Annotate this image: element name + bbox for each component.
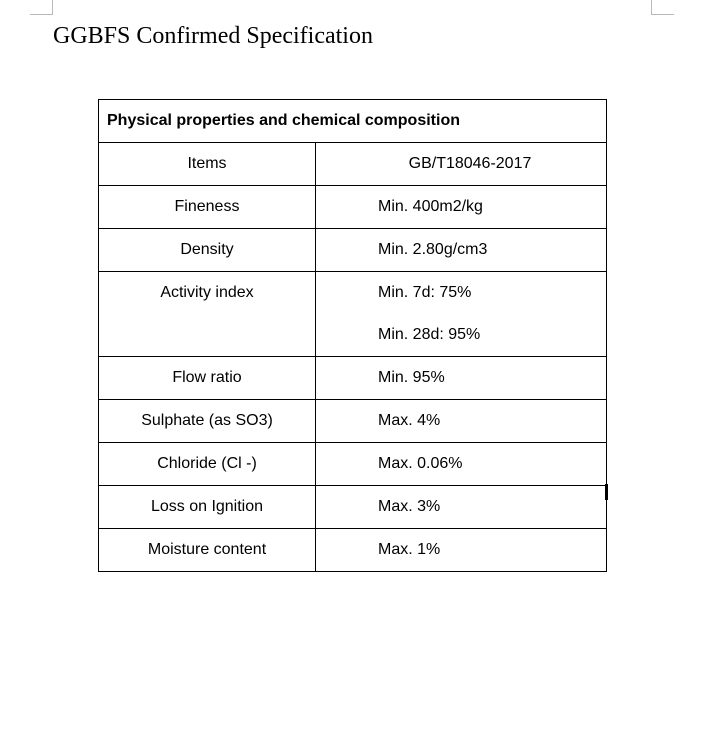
page-corner-mark-right bbox=[651, 0, 674, 15]
row-value-activity-index bbox=[316, 272, 607, 357]
specification-table bbox=[98, 99, 607, 572]
row-item-loss-on-ignition: Loss on Ignition bbox=[99, 486, 316, 529]
row-value-fineness: Min. 400m2/kg bbox=[316, 186, 607, 229]
column-header-standard: GB/T18046-2017 bbox=[316, 143, 607, 186]
row-item-activity-index bbox=[99, 272, 316, 357]
table-row bbox=[99, 400, 607, 443]
table-row bbox=[99, 443, 607, 486]
row-item-flow-ratio: Flow ratio bbox=[99, 357, 316, 400]
table-row bbox=[99, 186, 607, 229]
table-row bbox=[99, 529, 607, 572]
row-value-flow-ratio: Min. 95% bbox=[316, 357, 607, 400]
table-row bbox=[99, 486, 607, 529]
row-value-density: Min. 2.80g/cm3 bbox=[316, 229, 607, 272]
document-title: GGBFS Confirmed Specification bbox=[53, 23, 373, 49]
row-value-loss-on-ignition: Max. 3% bbox=[316, 486, 607, 529]
row-value-chloride: Max. 0.06% bbox=[316, 443, 607, 486]
activity-index-7d: Min. 7d: 75% bbox=[378, 284, 472, 301]
activity-index-label: Activity index bbox=[160, 284, 254, 301]
page-corner-mark-left bbox=[30, 0, 53, 15]
table-header-row bbox=[99, 143, 607, 186]
table-row bbox=[99, 357, 607, 400]
table-caption: Physical properties and chemical composition bbox=[99, 100, 607, 143]
table-row bbox=[99, 272, 607, 357]
table-resize-handle[interactable] bbox=[605, 484, 608, 500]
activity-index-28d: Min. 28d: 95% bbox=[378, 326, 481, 343]
row-item-moisture-content: Moisture content bbox=[99, 529, 316, 572]
row-item-chloride: Chloride (Cl -) bbox=[99, 443, 316, 486]
column-header-items: Items bbox=[99, 143, 316, 186]
row-item-density: Density bbox=[99, 229, 316, 272]
table-caption-row bbox=[99, 100, 607, 143]
row-item-fineness: Fineness bbox=[99, 186, 316, 229]
row-value-sulphate: Max. 4% bbox=[316, 400, 607, 443]
row-item-sulphate: Sulphate (as SO3) bbox=[99, 400, 316, 443]
row-value-moisture-content: Max. 1% bbox=[316, 529, 607, 572]
table-row bbox=[99, 229, 607, 272]
